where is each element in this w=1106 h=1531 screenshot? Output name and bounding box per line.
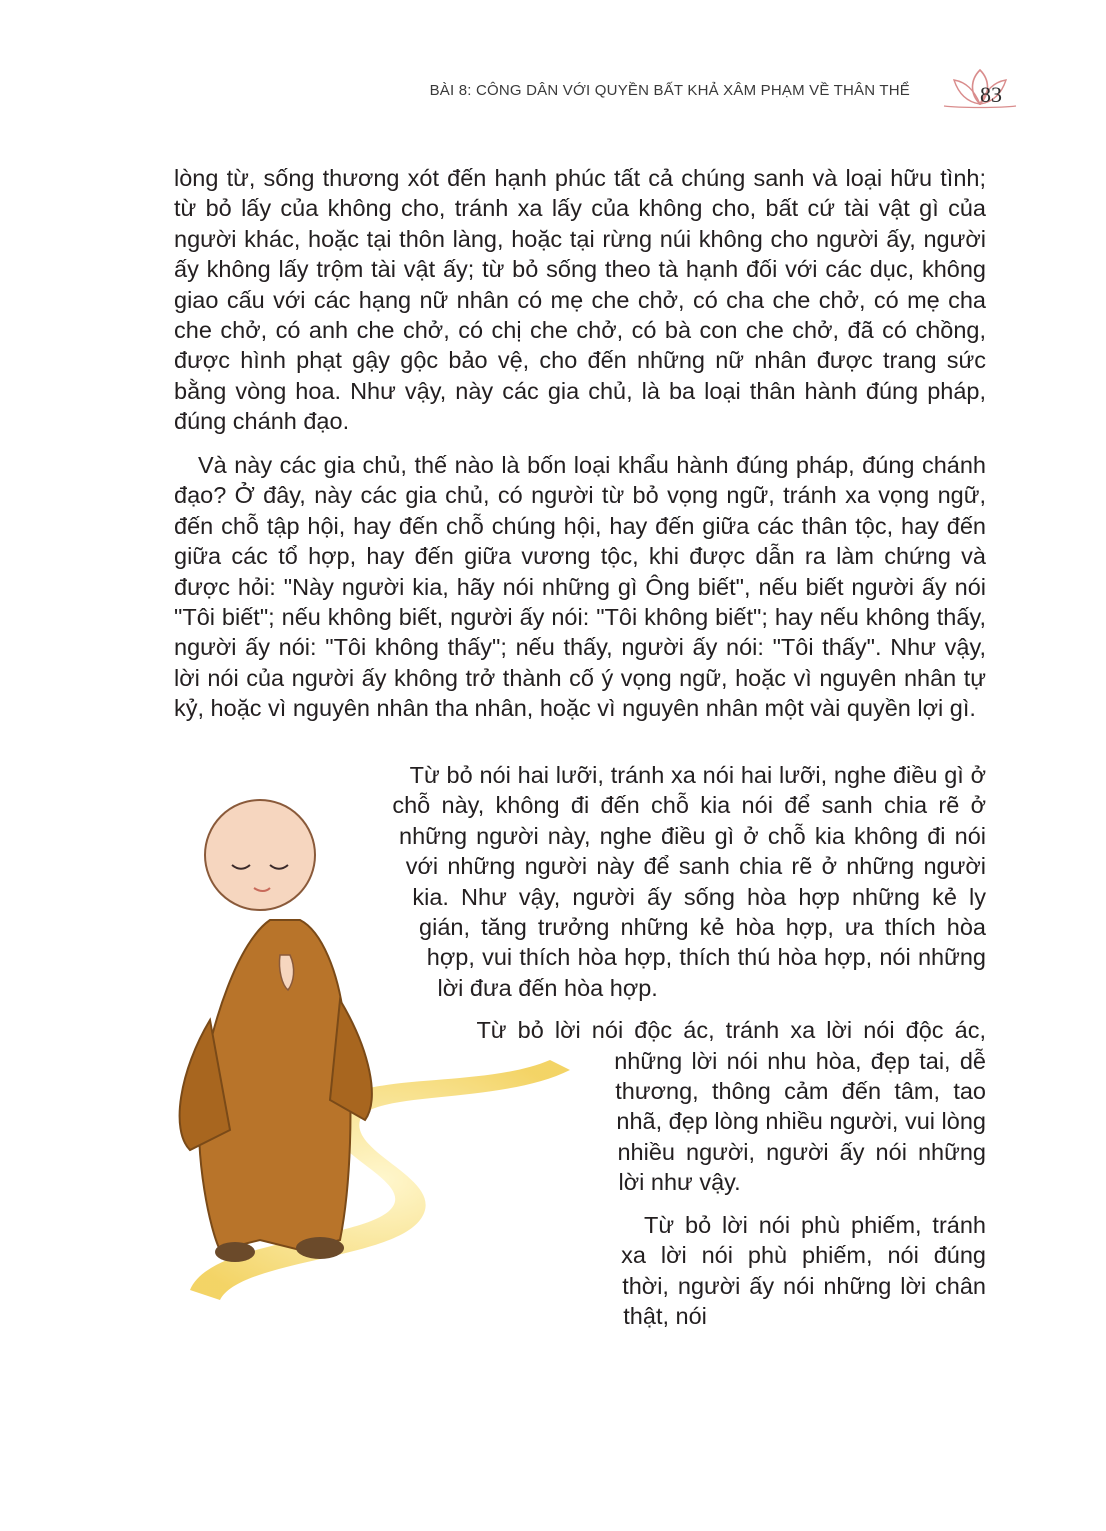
wrapped-text-area xyxy=(174,760,986,1460)
paragraph-5: Từ bỏ lời nói phù phiếm, tránh xa lời nói phù phiếm, nói đúng thời, người ấy nói những lời chân thật, nói xyxy=(621,1211,986,1329)
chapter-title: BÀI 8: CÔNG DÂN VỚI QUYỀN BẤT KHẢ XÂM PHẠM VỀ THÂN THỂ xyxy=(429,82,910,99)
paragraph-4: Từ bỏ lời nói độc ác, tránh xa lời nói độc ác, những lời nói nhu hòa, đẹp tai, dễ thương, thông cảm đến tâm, tao nhã, đẹp lòng nhiều người, vui lòng nhiều người, người ấy nói những lời như vậy. xyxy=(476,1017,986,1196)
paragraph-2: Và này các gia chủ, thế nào là bốn loại khẩu hành đúng pháp, đúng chánh đạo? Ở đây, này các gia chủ, có người từ bỏ vọng ngữ, tránh xa vọng ngữ, đến chỗ tập hội, hay đến chỗ chúng hội, hay đến giữa các thân tộc, hay đến giữa các tổ hợp, hay đến giữa vương tộc, khi được dẫn ra làm chứng và được hỏi: "Này người kia, hãy nói những gì Ông biết", nếu biết người ấy nói "Tôi biết"; nếu không biết, người ấy nói: "Tôi không biết"; hay nếu không thấy, người ấy nói: "Tôi không thấy"; nếu thấy, người ấy nói: "Tôi thấy". Như vậy, lời nói của người ấy không trở thành cố ý vọng ngữ, hoặc vì nguyên nhân tự kỷ, hoặc vì nguyên nhân tha nhân, hoặc vì nguyên nhân một vài quyền lợi gì. xyxy=(174,452,986,722)
paragraph-3: Từ bỏ nói hai lưỡi, tránh xa nói hai lưỡi, nghe điều gì ở chỗ này, không đi đến chỗ kia nói để sanh chia rẽ ở những người này, nghe điều gì ở chỗ kia không đi nói với những người này để sanh chia rẽ ở những người kia. Như vậy, người ấy sống hòa hợp những kẻ ly gián, tăng trưởng những kẻ hòa hợp, ưa thích hòa hợp, vui thích hòa hợp, thích thú hòa hợp, nói những lời đưa đến hòa hợp. xyxy=(392,762,986,1001)
page-number: 83 xyxy=(980,82,1002,107)
page-header xyxy=(360,74,1060,114)
paragraph-1: lòng từ, sống thương xót đến hạnh phúc tất cả chúng sanh và loại hữu tình; từ bỏ lấy của không cho, tránh xa lấy của không cho, bất cứ tài vật gì của người khác, hoặc tại thôn làng, hoặc tại rừng núi không cho người ấy, người ấy không lấy trộm tài vật ấy; từ bỏ sống theo tà hạnh đối với các dục, không giao cấu với các hạng nữ nhân có mẹ che chở, có cha che chở, có mẹ cha che chở, có anh che chở, có chị che chở, có bà con che chở, đã có chồng, được hình phạt gậy gộc bảo vệ, cho đến những nữ nhân được trang sức bằng vòng hoa. Như vậy, này các gia chủ, là ba loại thân hành đúng pháp, đúng chánh đạo. xyxy=(174,165,986,435)
